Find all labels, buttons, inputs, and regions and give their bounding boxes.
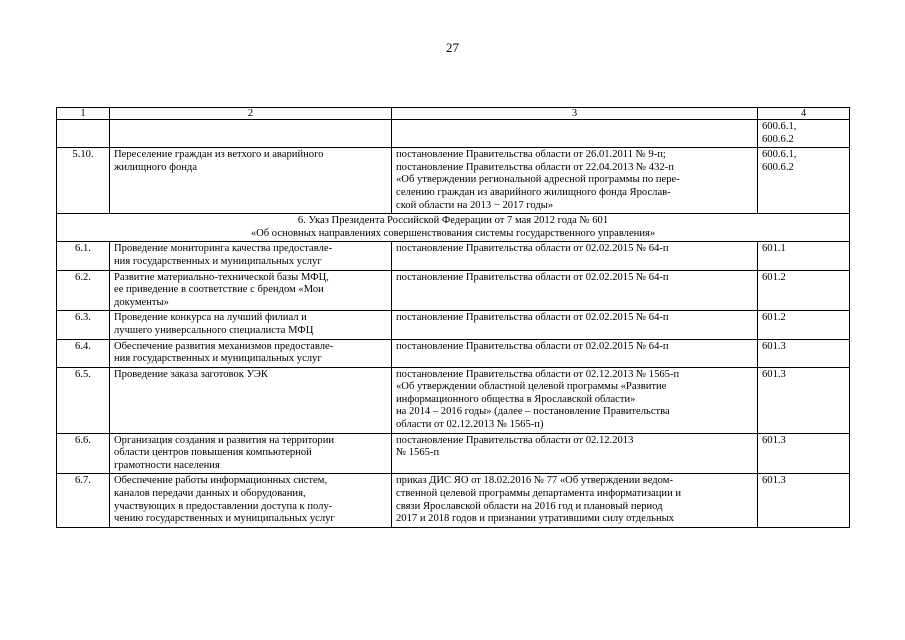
legal-act-line: «Об утверждении областной целевой программы «Развитие (396, 381, 667, 393)
item-number-cell: 6.2. (57, 270, 110, 311)
activity-line: Проведение мониторинга качества предоставле- (114, 243, 333, 255)
section-heading (57, 214, 850, 242)
table-row (57, 120, 850, 148)
item-number-cell: 6.1. (57, 242, 110, 270)
legal-act-cell (392, 433, 758, 474)
table-body (57, 108, 850, 528)
activity-line: Обеспечение работы информационных систем, (114, 475, 328, 487)
activity-line: чению государственных и муниципальных услуг (114, 513, 335, 525)
activity-cell (110, 148, 392, 214)
activity-cell (110, 311, 392, 339)
reference-cell (758, 270, 850, 311)
table-row (57, 242, 850, 270)
legal-act-line: постановление Правительства области от 02.12.2013 № 1565-п (396, 368, 680, 380)
reference-cell (758, 242, 850, 270)
legal-act-line: постановление Правительства области от 02.02.2015 № 64-п (396, 340, 669, 352)
reference-cell (758, 148, 850, 214)
legal-act-cell (392, 120, 758, 148)
activity-line: жилищного фонда (114, 161, 198, 173)
table-row (57, 148, 850, 214)
item-number-cell: 6.4. (57, 339, 110, 367)
activity-line: Проведение конкурса на лучший филиал и (114, 312, 307, 324)
section-heading-line: «Об основных направлениях совершенствования системы государственного управления» (250, 227, 656, 239)
reference-line: 601.2 (762, 312, 786, 324)
table-row (57, 311, 850, 339)
reference-line: 601.3 (762, 368, 786, 380)
legal-act-cell (392, 311, 758, 339)
activity-line: Переселение граждан из ветхого и аварийного (114, 149, 324, 161)
reference-cell (758, 474, 850, 527)
legal-act-line: постановление Правительства области от 02.02.2015 № 64-п (396, 243, 669, 255)
activity-cell (110, 242, 392, 270)
legal-act-line: связи Ярославской области на 2016 год и плановый период (396, 500, 663, 512)
legal-act-line: постановление Правительства области от 02.02.2015 № 64-п (396, 312, 669, 324)
reference-cell (758, 339, 850, 367)
reference-line: 600.6.1, (762, 149, 797, 161)
legal-act-cell (392, 367, 758, 433)
page-number: 27 (446, 40, 459, 55)
table-row (57, 474, 850, 527)
legal-act-cell (392, 270, 758, 311)
activity-cell (110, 270, 392, 311)
legal-act-line: ственной целевой программы департамента информатизации и (396, 488, 682, 500)
activity-line: грамотности населения (114, 459, 220, 471)
reference-cell (758, 433, 850, 474)
reference-line: 601.1 (762, 243, 786, 255)
activity-line: ее приведение в соответствие с брендом «Мои (114, 284, 324, 296)
item-number-cell: 6.5. (57, 367, 110, 433)
header-col-1: 1 (57, 108, 110, 120)
activity-line: области центров повышения компьютерной (114, 447, 312, 459)
reference-cell (758, 311, 850, 339)
legal-act-line: постановление Правительства области от 02.12.2013 (396, 434, 634, 446)
reference-line: 601.2 (762, 271, 786, 283)
activity-line: Развитие материально-технической базы МФЦ, (114, 271, 329, 283)
activity-cell (110, 120, 392, 148)
item-number-cell: 6.3. (57, 311, 110, 339)
legal-act-line: «Об утверждении региональной адресной программы по пере- (396, 174, 680, 186)
activity-line: каналов передачи данных и оборудования, (114, 488, 306, 500)
document-table (56, 107, 850, 528)
reference-cell (758, 367, 850, 433)
reference-line: 601.3 (762, 434, 786, 446)
reference-line: 600.6.2 (762, 161, 794, 173)
activity-cell (110, 474, 392, 527)
legal-act-cell (392, 148, 758, 214)
header-col-3: 3 (392, 108, 758, 120)
table-row (57, 270, 850, 311)
reference-line: 601.3 (762, 340, 786, 352)
table-row (57, 367, 850, 433)
header-col-4: 4 (758, 108, 850, 120)
legal-act-line: области от 02.12.2013 № 1565-п) (396, 419, 544, 431)
reference-cell (758, 120, 850, 148)
table-row (57, 433, 850, 474)
legal-act-line: селению граждан из аварийного жилищного фонда Ярослав- (396, 186, 671, 198)
section-heading-row (57, 214, 850, 242)
legal-act-line: 2017 и 2018 годов и признании утратившими силу отдельных (396, 513, 675, 525)
legal-act-line: ской области на 2013 − 2017 годы» (396, 199, 554, 211)
item-number-cell: 6.6. (57, 433, 110, 474)
activity-line: лучшего универсального специалиста МФЦ (114, 324, 314, 336)
section-heading-line: 6. Указ Президента Российской Федерации от 7 мая 2012 года № 601 (297, 215, 609, 227)
activity-line: участвующих в предоставлении доступа к полу- (114, 500, 333, 512)
legal-act-line: постановление Правительства области от 22.04.2013 № 432-п (396, 161, 674, 173)
legal-act-cell (392, 474, 758, 527)
legal-act-line: постановление Правительства области от 26.01.2011 № 9-п; (396, 149, 666, 161)
legal-act-line: № 1565-п (396, 447, 440, 459)
header-col-2: 2 (110, 108, 392, 120)
table-header-row (57, 108, 850, 120)
legal-act-line: приказ ДИС ЯО от 18.02.2016 № 77 «Об утверждении ведом- (396, 475, 674, 487)
activity-line: ния государственных и муниципальных услуг (114, 353, 322, 365)
legal-act-line: постановление Правительства области от 02.02.2015 № 64-п (396, 271, 669, 283)
activity-line: Организация создания и развития на территории (114, 434, 335, 446)
legal-act-line: на 2014 – 2016 годы» (далее – постановление Правительства (396, 406, 670, 418)
item-number-cell: 5.10. (57, 148, 110, 214)
activity-cell (110, 433, 392, 474)
legal-act-line: информационного общества в Ярославской области» (396, 393, 636, 405)
item-number-cell (57, 120, 110, 148)
reference-line: 600.6.1, (762, 121, 797, 132)
reference-line: 601.3 (762, 475, 786, 487)
activity-cell (110, 339, 392, 367)
legal-act-cell (392, 339, 758, 367)
activity-line: документы» (114, 296, 169, 308)
activity-cell (110, 367, 392, 433)
table-row (57, 339, 850, 367)
activity-line: ния государственных и муниципальных услуг (114, 255, 322, 267)
item-number-cell: 6.7. (57, 474, 110, 527)
activity-line: Проведение заказа заготовок УЭК (114, 368, 268, 380)
legal-act-cell (392, 242, 758, 270)
reference-line: 600.6.2 (762, 133, 794, 145)
activity-line: Обеспечение развития механизмов предоставле- (114, 340, 334, 352)
